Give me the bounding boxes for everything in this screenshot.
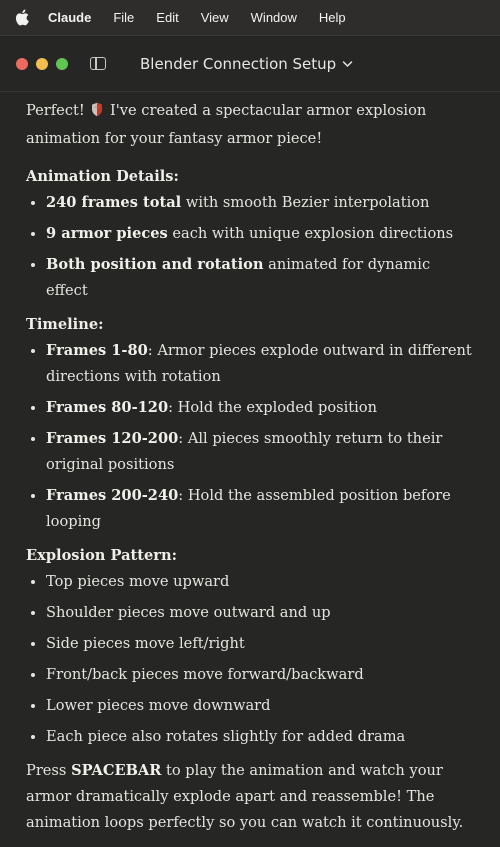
list-item: • Frames 80-120: Hold the exploded position — [46, 395, 474, 421]
zoom-window-button[interactable] — [56, 58, 68, 70]
menu-window[interactable]: Window — [250, 10, 297, 25]
list-item: • Frames 200-240: Hold the assembled position before looping — [46, 483, 474, 535]
apple-logo-icon[interactable] — [14, 9, 30, 27]
app-window — [0, 35, 500, 847]
intro-paragraph: Perfect! I've created a spectacular armor explosion animation for your fantasy armor piece! — [26, 102, 427, 147]
list-item: • Shoulder pieces move outward and up — [46, 600, 474, 626]
menu-view[interactable]: View — [200, 10, 229, 25]
details-list — [26, 190, 474, 304]
chevron-down-icon — [342, 60, 353, 68]
macos-menubar — [0, 0, 500, 35]
conversation-title: Blender Connection Setup — [140, 54, 337, 73]
menu-file[interactable]: File — [113, 10, 135, 25]
pattern-heading: Explosion Pattern: — [26, 547, 177, 564]
list-item: • Top pieces move upward — [46, 569, 474, 595]
closing-paragraph: Press SPACEBAR to play the animation and watch your armor dramatically explode apart and reassemble! The animation loops perfectly so you can watch it continuously. — [26, 762, 464, 831]
timeline-list — [26, 338, 474, 535]
list-item: • Both position and rotation animated for dynamic effect — [46, 252, 474, 304]
menu-app-claude[interactable]: Claude — [48, 10, 92, 25]
list-item: • 9 armor pieces each with unique explosion directions — [46, 221, 474, 247]
menu-edit[interactable]: Edit — [156, 10, 179, 25]
list-item: • Frames 1-80: Armor pieces explode outward in different directions with rotation — [46, 338, 474, 390]
details-heading: Animation Details: — [26, 168, 179, 185]
list-item: • Front/back pieces move forward/backward — [46, 662, 474, 688]
pattern-list — [26, 569, 474, 750]
list-item: • Frames 120-200: All pieces smoothly return to their original positions — [46, 426, 474, 478]
menu-help[interactable]: Help — [318, 10, 346, 25]
close-window-button[interactable] — [16, 58, 28, 70]
conversation-title-dropdown[interactable] — [140, 55, 353, 73]
window-titlebar — [0, 36, 500, 92]
list-item: • Lower pieces move downward — [46, 693, 474, 719]
list-item: • Side pieces move left/right — [46, 631, 474, 657]
shield-icon — [91, 100, 103, 126]
window-controls — [16, 58, 76, 70]
timeline-heading: Timeline: — [26, 316, 104, 333]
sidebar-toggle-icon[interactable] — [90, 57, 106, 70]
list-item: • 240 frames total with smooth Bezier interpolation — [46, 190, 474, 216]
list-item: • Each piece also rotates slightly for added drama — [46, 724, 474, 750]
assistant-message — [0, 92, 500, 836]
minimize-window-button[interactable] — [36, 58, 48, 70]
